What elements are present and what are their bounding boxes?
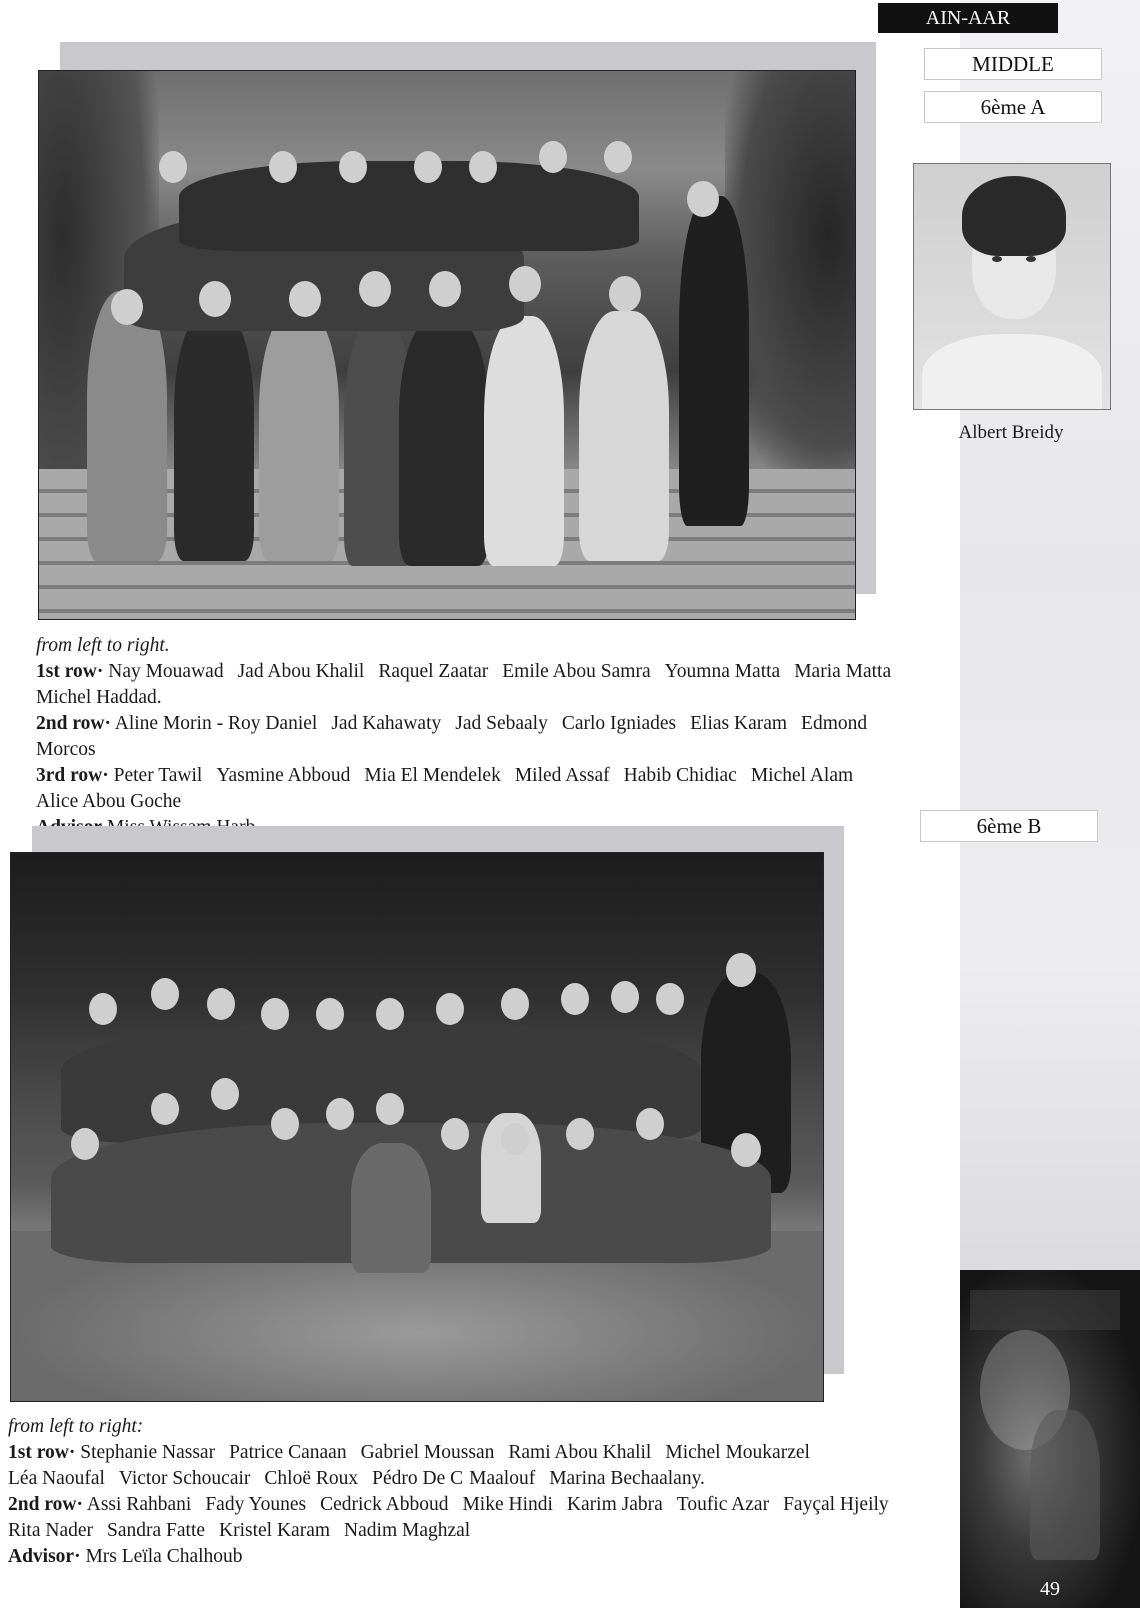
student-name: Assi Rahbani [86, 1494, 192, 1515]
student-name: Maria Matta [794, 661, 892, 682]
student-name: Aline Morin - Roy Daniel [114, 713, 318, 734]
row-label: 2nd row· [36, 713, 111, 734]
student-name: Nadim Maghzal [344, 1520, 471, 1541]
student-name: Emile Abou Samra [502, 661, 651, 682]
student-name: Jad Abou Khalil [237, 661, 365, 682]
student-name: Yasmine Abboud [216, 765, 351, 786]
portrait-caption: Albert Breidy [958, 422, 1064, 443]
side-decorative-photo [960, 1270, 1140, 1608]
student-name: Pédro De C [372, 1468, 464, 1489]
row-label: 2nd row· [8, 1494, 83, 1515]
section-label: MIDDLE [924, 48, 1102, 80]
student-name: Alice Abou Goche [36, 791, 182, 812]
student-name: Edmond Morcos [36, 713, 868, 760]
class-b-group-photo [10, 852, 824, 1402]
row2-names [8, 1492, 908, 1544]
student-name: Fayçal Hjeily [783, 1494, 889, 1515]
class-b-label: 6ème B [920, 810, 1098, 842]
student-name: Peter Tawil [113, 765, 203, 786]
student-name: Miled Assaf [514, 765, 610, 786]
student-name: Michel Moukarzel [665, 1442, 810, 1463]
student-portrait-photo [913, 163, 1111, 410]
class-a-group-photo [38, 70, 856, 620]
advisor-name: Mrs Leïla Chalhoub [85, 1546, 243, 1567]
student-name: Patrice Canaan [229, 1442, 347, 1463]
student-name: Toufic Azar [676, 1494, 770, 1515]
student-name: Habib Chidiac [623, 765, 737, 786]
student-name: Mia El Mendelek [364, 765, 501, 786]
student-name: Rita Nader [8, 1520, 94, 1541]
student-name: Carlo Igniades [561, 713, 677, 734]
student-name: Cedrick Abboud [320, 1494, 449, 1515]
class-a-caption [36, 633, 916, 841]
advisor-label: Advisor· [8, 1546, 81, 1567]
student-name: Jad Kahawaty [331, 713, 442, 734]
student-name: Sandra Fatte [107, 1520, 206, 1541]
student-name: Youmna Matta [664, 661, 781, 682]
page-number: 49 [1040, 1578, 1060, 1600]
row-label: 1st row· [36, 661, 104, 682]
row3-names [36, 763, 916, 815]
row1-names [8, 1440, 908, 1492]
student-name: Fady Younes [205, 1494, 307, 1515]
student-name: Kristel Karam [219, 1520, 331, 1541]
student-name: Chloë Roux [264, 1468, 359, 1489]
class-b-caption [8, 1414, 908, 1570]
student-name: Michel Alam [750, 765, 854, 786]
student-name: Gabriel Moussan [360, 1442, 495, 1463]
student-name: Mike Hindi [462, 1494, 553, 1515]
student-name: Victor Schoucair [118, 1468, 251, 1489]
student-name: Jad Sebaaly [455, 713, 548, 734]
campus-tag: AIN-AAR [878, 3, 1058, 33]
row1-names [36, 659, 916, 711]
student-name: Rami Abou Khalil [508, 1442, 652, 1463]
caption-intro: from left to right: [8, 1416, 144, 1437]
row2-names [36, 711, 916, 763]
advisor-line [8, 1544, 908, 1570]
student-name: Léa Naoufal [8, 1468, 105, 1489]
row-label: 1st row· [8, 1442, 76, 1463]
row-label: 3rd row· [36, 765, 109, 786]
student-name: Elias Karam [690, 713, 788, 734]
student-name: Michel Haddad. [36, 687, 162, 708]
caption-intro: from left to right. [36, 635, 170, 656]
student-name: Stephanie Nassar [80, 1442, 216, 1463]
student-name: Maalouf [469, 1468, 536, 1489]
student-name: Raquel Zaatar [378, 661, 489, 682]
student-name: Marina Bechaalany. [549, 1468, 705, 1489]
student-name: Karim Jabra [566, 1494, 663, 1515]
class-a-label: 6ème A [924, 91, 1102, 123]
student-name: Nay Mouawad [108, 661, 224, 682]
